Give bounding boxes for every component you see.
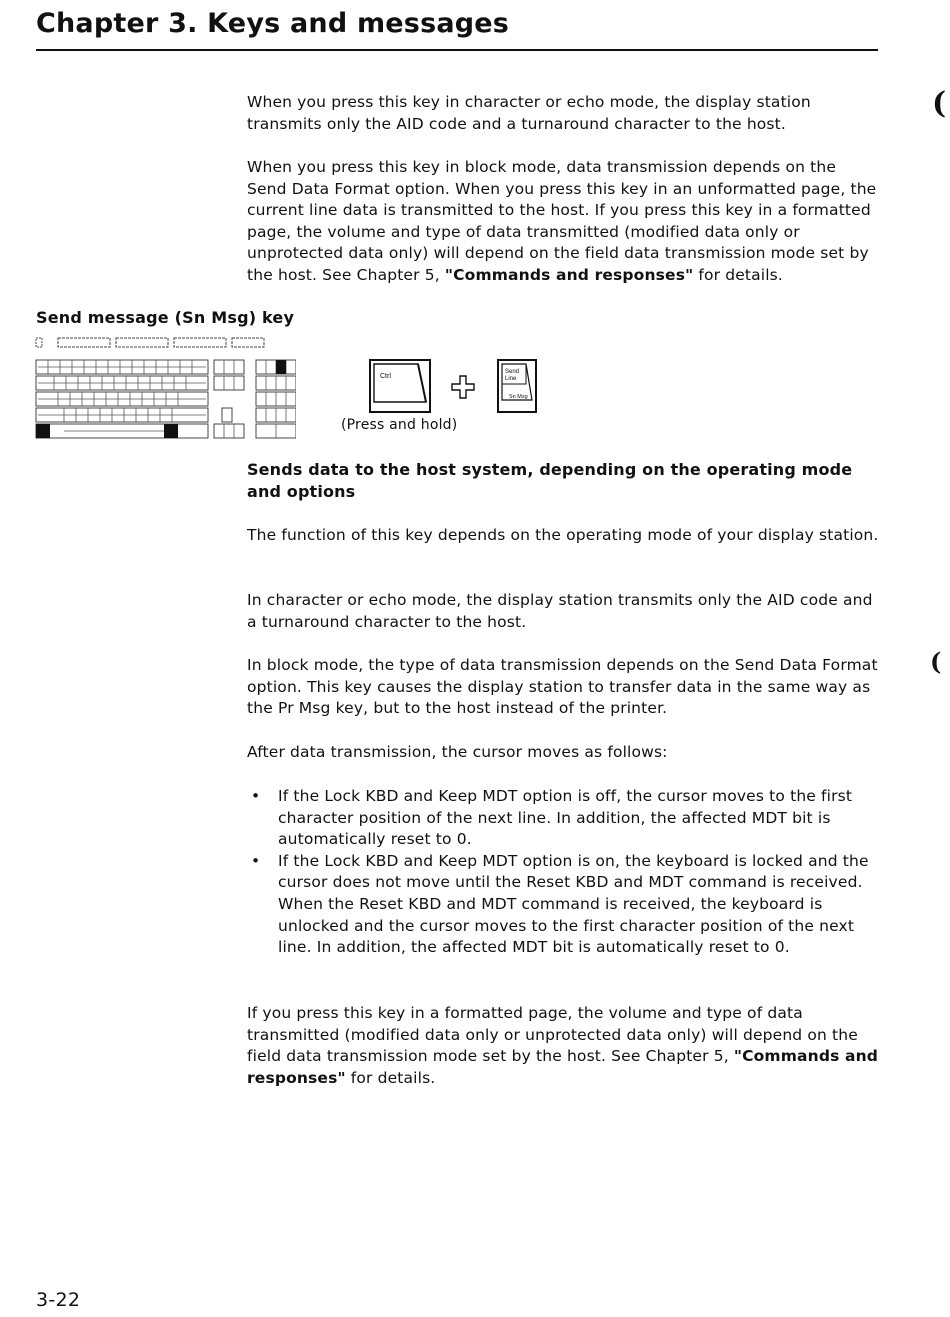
intro-text: When you press this key in character or echo mode, the display station transmits only the AID code and a turnaround character to the host. (247, 93, 811, 133)
chapter-title: Chapter 3. Keys and messages (36, 8, 510, 39)
bullet-icon: • (251, 787, 261, 805)
body-text (247, 1003, 879, 1089)
section-paragraph (247, 742, 879, 764)
body-text: After data transmission, the cursor moves as follows: (247, 743, 668, 761)
intro-paragraph (247, 92, 879, 135)
send-key-label-mid: Line (505, 376, 517, 382)
list-item-text: If the Lock KBD and Keep MDT option is off, the cursor moves to the first character position of the next line. In addition, the affected MDT bit is automatically reset to 0. (278, 787, 853, 849)
intro-paragraph (247, 157, 879, 287)
section-heading: Send message (Sn Msg) key (36, 308, 295, 327)
chapter-reference: "Commands and responses" (444, 265, 694, 284)
title-rule (36, 49, 878, 51)
intro-text-part: When you press this key in block mode, data transmission depends on the Send Data Format option. When you press this key in an unformatted page, the current line data is transmitted to the host. If you press this key in a formatted page, the volume and type of data transmitted (modified data only or unprotected data only) will depend on the field data transmission mode set by the host. See Chapter 5, (247, 158, 877, 284)
intro-text-part: for details. (693, 265, 783, 284)
margin-change-mark: ( (930, 647, 942, 676)
section-paragraph (247, 1003, 879, 1089)
section-paragraph (247, 590, 879, 633)
page-number: 3-22 (36, 1289, 81, 1311)
margin-change-mark: ( (932, 86, 947, 121)
list-item-text: If the Lock KBD and Keep MDT option is on, the keyboard is locked and the cursor does not move until the Reset KBD and MDT command is received. When the Reset KBD and MDT command is received, the keyboard is unlocked and the cursor moves to the first character position of the next line. In addition, the affected MDT bit is automatically reset to 0. (278, 851, 869, 957)
body-text: The function of this key depends on the operating mode of your display station. (247, 526, 879, 544)
send-key-label-bottom: Sn Msg (509, 394, 528, 400)
send-key-icon (498, 360, 536, 412)
keyboard-highlight-ctrl (164, 424, 178, 438)
ctrl-key-icon (370, 360, 430, 412)
body-text-part: for details. (345, 1068, 436, 1087)
list-item (247, 851, 879, 959)
key-combination (366, 356, 546, 416)
section-summary (247, 459, 879, 503)
bullet-list (247, 786, 879, 959)
list-item (247, 786, 879, 851)
chapter-reference: "Commands and responses" (247, 1047, 879, 1087)
bullet-icon: • (251, 851, 261, 870)
body-text: In character or echo mode, the display station transmits only the AID code and a turnaround character to the host. (247, 591, 873, 631)
keyboard-highlight-send (276, 360, 286, 374)
section-paragraph (247, 655, 879, 720)
body-text: In block mode, the type of data transmission depends on the Send Data Format option. This key causes the display station to transfer data in the same way as the Pr Msg key, but to the host instead of the printer. (247, 656, 878, 718)
body-text-part: If you press this key in a formatted page, the volume and type of data transmitted (modified data only or unprotected data only) will depend on the field data transmission mode set by the host. See Chapter 5, (247, 1004, 858, 1066)
section-paragraph (247, 525, 879, 547)
summary-text: Sends data to the host system, depending on the operating mode and options (247, 460, 853, 501)
plus-icon (452, 376, 474, 398)
send-key-label-top: Send (505, 369, 520, 375)
press-and-hold-caption: (Press and hold) (341, 417, 458, 433)
keyboard-diagram (34, 336, 296, 440)
ctrl-key-label: Ctrl (380, 373, 391, 380)
intro-text (247, 157, 879, 287)
keyboard-highlight-ctrl (36, 424, 50, 438)
